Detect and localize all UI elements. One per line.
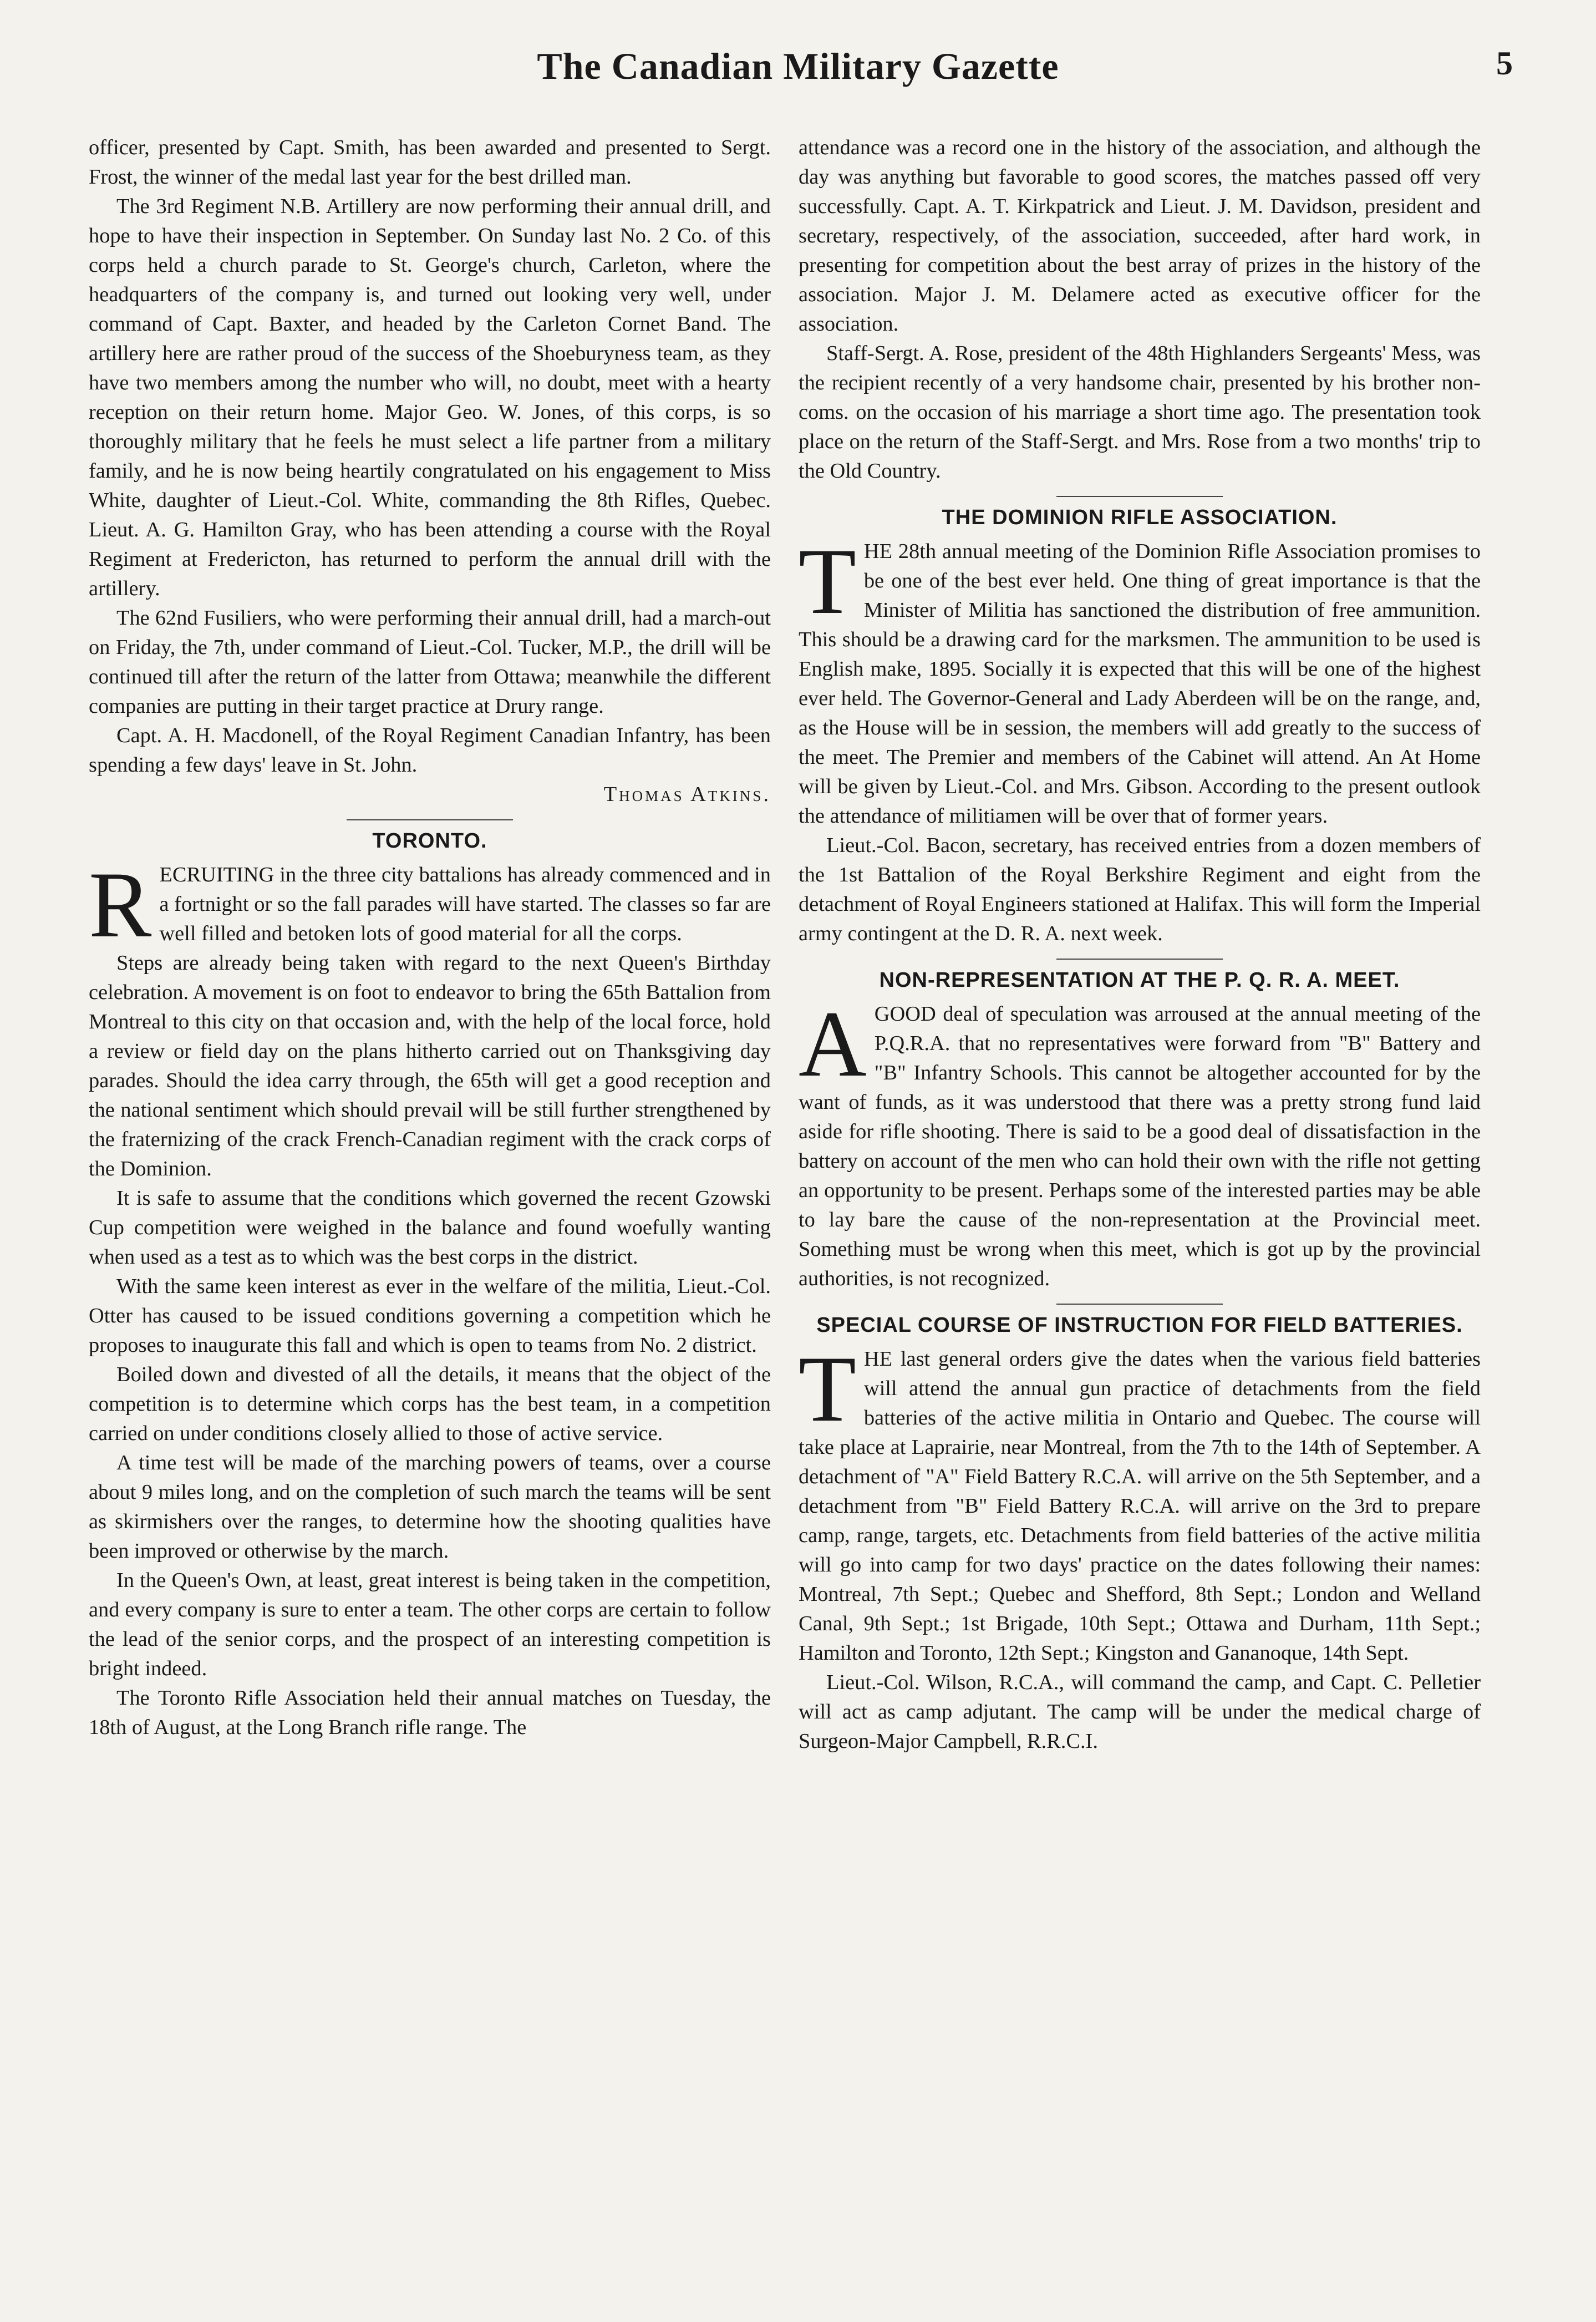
masthead xyxy=(0,44,1596,105)
section-heading-special-course: SPECIAL COURSE OF INSTRUCTION FOR FIELD BATTERIES. xyxy=(816,1314,1463,1337)
left-column xyxy=(89,133,771,1742)
section-divider xyxy=(1056,496,1223,497)
article-paragraph: With the same keen interest as ever in the welfare of the militia, Lieut.-Col. Otter has caused to be issued conditions governing a competition which he proposes to inaugurate this fall and which is open to teams from No. 2 district. xyxy=(89,1275,771,1357)
article-paragraph: officer, presented by Capt. Smith, has been awarded and presented to Sergt. Frost, the winner of the medal last year for the best drilled man. xyxy=(89,136,771,189)
section-heading-pqra: NON-REPRESENTATION AT THE P. Q. R. A. MEET. xyxy=(879,969,1400,992)
article-paragraph: THE last general orders give the dates when the various field batteries will attend the annual gun practice of detachments from the field batteries of the active militia in Ontario and Quebec. The course will take place at Laprairie, near Montreal, from the 7th to the 14th of September. A detachment of "A" Field Battery R.C.A. will arrive on the 5th September, and a detachment from "B" Field Battery R.C.A. will arrive on the 3rd to prepare camp, range, targets, etc. Detachments from field batteries of the active militia will go into camp for two days' practice on the dates following their names: Montreal, 7th Sept.; Quebec and Shefford, 8th Sept.; London and Welland Canal, 9th Sept.; 1st Brigade, 10th Sept.; Ottawa and Durham, 11th Sept.; Hamilton and Toronto, 12th Sept.; Kingston and Gananoque, 14th Sept. xyxy=(799,1337,1481,1665)
article-paragraph: THE 28th annual meeting of the Dominion Rifle Association promises to be one of the best ever held. One thing of great importance is that the Minister of Militia has sanctioned the distribution of free ammunition. This should be a drawing card for the marksmen. The ammunition to be used is English make, 1895. Socially it is expected that this will be one of the highest ever held. The Governor-General and Lady Aberdeen will be on the range, and, as the House will be in session, the members will add greatly to the success of the meet. The Premier and members of the Cabinet will attend. An At Home will be given by Lieut.-Col. and Mrs. Gibson. According to the present outlook the attendance of militiamen will be over that of former years. xyxy=(799,529,1481,828)
section-heading-dra: THE DOMINION RIFLE ASSOCIATION. xyxy=(942,506,1338,529)
article-paragraph: attendance was a record one in the history of the association, and although the day was anything but favorable to good scores, the matches passed off very successfully. Capt. A. T. Kirkpatrick and Lieut. J. M. Davidson, president and secretary, respectively, of the association, succeeded, after hard work, in presenting for competition about the best array of prizes in the history of the association. Major J. M. Delamere acted as executive officer for the association. xyxy=(799,136,1481,336)
article-paragraph: A time test will be made of the marching powers of teams, over a course about 9 miles long, and on the completion of such march the teams will be sent as skirmishers over the ranges, to determine how the shooting qualities have been improved or otherwise by the march. xyxy=(89,1451,771,1563)
article-paragraph: Lieut.-Col. Bacon, secretary, has received entries from a dozen members of the 1st Battalion of the Royal Berkshire Regiment and eight from the detachment of Royal Engineers stationed at Halifax. This will form the Imperial army contingent at the D. R. A. next week. xyxy=(799,834,1481,945)
article-paragraph: Lieut.-Col. Wilson, R.C.A., will command the camp, and Capt. C. Pelletier will act as camp adjutant. The camp will be under the medical charge of Surgeon-Major Campbell, R.R.C.I. xyxy=(799,1671,1481,1753)
article-paragraph: The 3rd Regiment N.B. Artillery are now performing their annual drill, and hope to have their inspection in September. On Sunday last No. 2 Co. of this corps held a church parade to St. George's church, Carleton, where the headquarters of the company is, and turned out looking very well, under command of Capt. Baxter, and headed by the Carleton Cornet Band. The artillery here are rather proud of the success of the Shoeburyness team, as they have two members among the number who will, no doubt, meet with a hearty reception on their return home. Major Geo. W. Jones, of this corps, is so thoroughly military that he feels he must select a life partner from a military family, and he is now being heartily congratulated on his engagement to Miss White, daughter of Lieut.-Col. White, commanding the 8th Rifles, Quebec. Lieut. A. G. Hamilton Gray, who has been attending a course with the Royal Regiment at Fredericton, has returned to perform the annual drill with the artillery. xyxy=(89,195,771,600)
author-signature: Thomas Atkins. xyxy=(603,783,771,806)
section-divider xyxy=(347,819,513,820)
article-paragraph: Steps are already being taken with regard to the next Queen's Birthday celebration. A movement is on foot to endeavor to bring the 65th Battalion from Montreal to this city on that occasion and, with the help of the local force, hold a review or field day on the plans hitherto carried out on Thanksgiving day parades. Should the idea carry through, the 65th will get a good reception and the national sentiment which should prevail will be still further strengthened by the fraternizing of the crack French-Canadian regiment with the crack corps of the Dominion. xyxy=(89,951,771,1180)
page-number: 5 xyxy=(1496,45,1513,82)
article-paragraph: Staff-Sergt. A. Rose, president of the 48th Highlanders Sergeants' Mess, was the recipient recently of a very handsome chair, presented by his brother non-coms. on the occasion of his marriage a short time ago. The presentation took place on the return of the Staff-Sergt. and Mrs. Rose from a two months' trip to the Old Country. xyxy=(799,342,1481,483)
section-divider xyxy=(1056,1304,1223,1305)
article-paragraph: The 62nd Fusiliers, who were performing their annual drill, had a march-out on Friday, the 7th, under command of Lieut.-Col. Tucker, M.P., the drill will be continued till after the return of the latter from Ottawa; meanwhile the different companies are putting in their target practice at Drury range. xyxy=(89,606,771,718)
article-paragraph: RECRUITING in the three city battalions has already commenced and in a fortnight or so the fall parades will have started. The classes so far are well filled and betoken lots of good material for all the corps. xyxy=(89,853,771,957)
article-paragraph: The Toronto Rifle Association held their annual matches on Tuesday, the 18th of August, at the Long Branch rifle range. The xyxy=(89,1686,771,1739)
article-paragraph: Boiled down and divested of all the details, it means that the object of the competition is to determine which corps has the best team, in a competition carried on under conditions closely allied to those of active service. xyxy=(89,1363,771,1445)
article-paragraph: AGOOD deal of speculation was arroused at the annual meeting of the P.Q.R.A. that no representatives were forward from "B" Battery and "B" Infantry Schools. This cannot be altogether accounted for by the want of funds, as it was understood that there was a pretty strong fund laid aside for rifle shooting. There is said to be a good deal of dissatisfaction in the battery on account of the men who can hold their own with the rifle not getting an opportunity to be present. Perhaps some of the interested parties may be able to lay bare the cause of the non-representation at the Provincial meet. Something must be wrong when this meet, which is got up by the provincial authorities, is not recognized. xyxy=(799,992,1481,1290)
article-paragraph: Capt. A. H. Macdonell, of the Royal Regiment Canadian Infantry, has been spending a few days' leave in St. John. xyxy=(89,724,771,777)
article-paragraph: In the Queen's Own, at least, great interest is being taken in the competition, and every company is sure to enter a team. The other corps are certain to follow the lead of the senior corps, and the prospect of an interesting competition is bright indeed. xyxy=(89,1569,771,1680)
section-divider xyxy=(1056,959,1223,960)
article-paragraph: It is safe to assume that the conditions which governed the recent Gzowski Cup competition were weighed in the balance and found woefully wanting when used as a test as to which was the best corps in the district. xyxy=(89,1187,771,1269)
right-column xyxy=(799,133,1481,1756)
section-heading-toronto: TORONTO. xyxy=(372,829,487,853)
newspaper-title: The Canadian Military Gazette xyxy=(537,45,1059,87)
